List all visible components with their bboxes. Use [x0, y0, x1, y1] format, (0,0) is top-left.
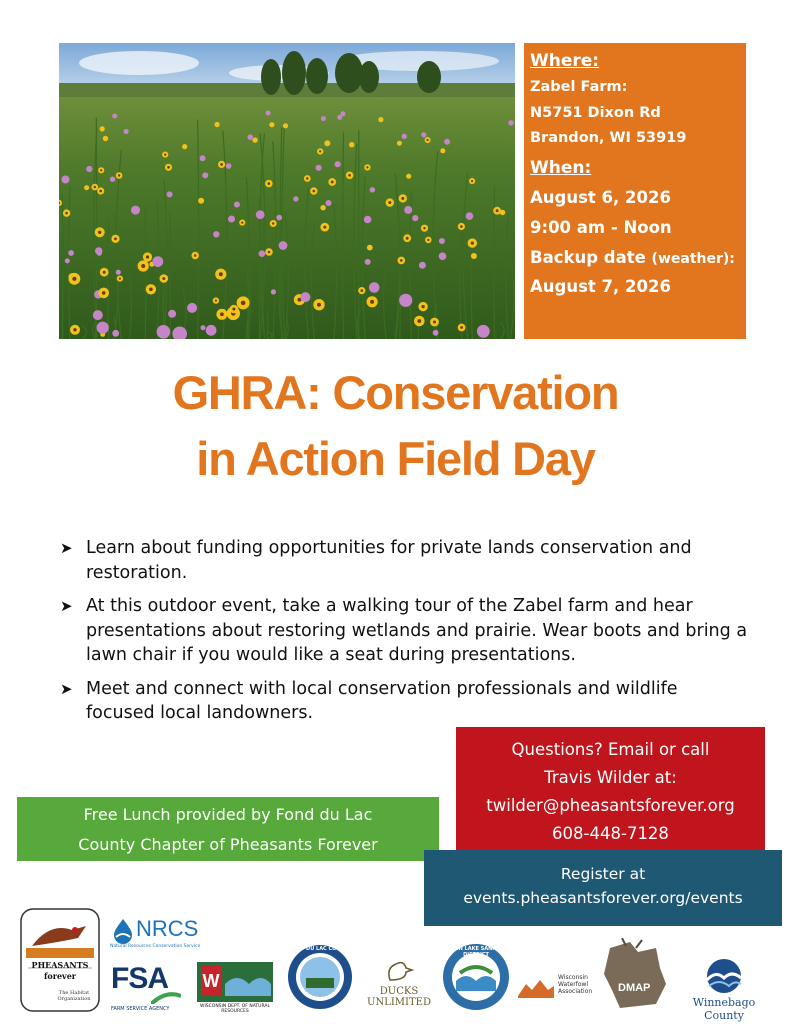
flower-center [99, 190, 102, 193]
coneflower [234, 202, 240, 208]
coneflower [369, 282, 380, 293]
flower-center [306, 177, 308, 179]
flower-center [401, 197, 404, 200]
nrcs-logo: NRCS Natural Resources Conservation Service [110, 916, 201, 949]
coneflower [157, 325, 171, 339]
coneflower [97, 250, 103, 256]
coneflower [444, 139, 450, 145]
contact-email-link[interactable]: twilder@pheasantsforever.org [486, 796, 735, 815]
coneflower [65, 258, 70, 263]
coneflower [97, 322, 109, 334]
coneflower [404, 206, 412, 214]
coneflower [316, 165, 322, 171]
flower-center [241, 301, 246, 306]
arrow-bullet-icon: ➤ [60, 597, 73, 615]
coneflower [321, 116, 326, 121]
coneflower [93, 310, 103, 320]
coneflower [402, 134, 407, 139]
coneflower [433, 330, 439, 336]
event-date: August 6, 2026 [530, 187, 671, 207]
flower-center [65, 212, 68, 215]
list-item: ➤ Learn about funding opportunities for private lands conservation and restoration. [60, 536, 760, 585]
flower-center [427, 139, 429, 141]
when-heading: When: [530, 157, 592, 178]
flower-center [215, 300, 217, 302]
flower-center [313, 190, 316, 193]
flower-center [406, 237, 409, 240]
yellow-flower [440, 148, 445, 153]
event-details-panel [524, 43, 746, 339]
flower-center [220, 163, 223, 166]
yellow-flower [320, 205, 325, 210]
coneflower [300, 292, 310, 302]
yellow-flower [397, 141, 402, 146]
title-line-2: in Action Field Day [196, 432, 595, 485]
coneflower [152, 256, 163, 267]
flower-center [114, 237, 117, 240]
dmap-logo: DMAP [600, 938, 670, 1012]
pheasants-forever-logo: PHEASANTS forever The Habitat Organization [20, 908, 100, 1012]
yellow-flower [182, 144, 187, 149]
flower-center [331, 181, 334, 184]
yellow-flower [198, 198, 204, 204]
flower-center [141, 264, 145, 268]
coneflower [68, 250, 74, 256]
coneflower [466, 212, 474, 220]
flower-center [423, 227, 425, 229]
coneflower [86, 166, 92, 172]
coneflower [266, 111, 271, 116]
coneflower [412, 215, 418, 221]
yellow-flower [100, 126, 105, 131]
flower-center [370, 300, 374, 304]
flower-center [366, 166, 368, 168]
coneflower [62, 176, 70, 184]
flower-center [164, 154, 166, 156]
venue-city: Brandon, WI 53919 [530, 130, 687, 147]
list-item: ➤ At this outdoor event, take a walking tour of the Zabel farm and hear presentations about restoring wetlands and prairie. Wear boots and bring a lawn chair if you would like a seat during presentations. [60, 594, 760, 668]
coneflower [202, 172, 208, 178]
flower-center [471, 242, 474, 245]
flower-center [317, 303, 321, 307]
coneflower [131, 206, 140, 215]
flower-center [219, 272, 223, 276]
yellow-flower [103, 136, 108, 141]
coneflower [213, 231, 219, 237]
flower-center [167, 166, 170, 169]
flower-center [94, 186, 96, 188]
coneflower [293, 196, 298, 201]
backup-date-label: Backup date (weather): [530, 247, 735, 267]
wisconsin-waterfowl-association-logo: Wisconsin Waterfowl Association [516, 968, 604, 1008]
page-title [0, 360, 791, 492]
yellow-flower [252, 137, 257, 142]
coneflower [187, 303, 197, 313]
flower-center [73, 328, 76, 331]
ducks-unlimited-logo: DUCKS UNLIMITED [366, 960, 432, 1012]
flower-center [496, 209, 499, 212]
yellow-flower [406, 174, 411, 179]
coneflower [116, 270, 121, 275]
coneflower [256, 210, 265, 219]
flower-center [220, 312, 224, 316]
contact-box: Questions? Email or call Travis Wilder at: twilder@pheasantsforever.org 608-448-7128 [456, 727, 765, 850]
flower-center [460, 225, 463, 228]
yellow-flower [349, 142, 354, 147]
flower-center [422, 305, 425, 308]
flower-center [348, 174, 351, 177]
flower-center [361, 289, 364, 292]
yellow-flower [269, 122, 274, 127]
fsa-logo: FSA FARM SERVICE AGENCY [111, 962, 183, 1014]
contact-phone[interactable]: 608-448-7128 [552, 824, 669, 843]
yellow-flower [471, 253, 477, 259]
coneflower [439, 252, 447, 260]
event-time: 9:00 am - Noon [530, 217, 672, 237]
coneflower [326, 200, 332, 206]
coneflower [206, 325, 217, 336]
coneflower [200, 155, 206, 161]
coneflower [248, 134, 254, 140]
coneflower [364, 216, 372, 224]
flower-center [100, 169, 102, 171]
flower-center [427, 239, 429, 241]
flower-center [323, 226, 326, 229]
event-highlights-list [60, 536, 760, 735]
list-item: ➤ Meet and connect with local conservation professionals and wildlife focused local landowners. [60, 677, 740, 726]
flower-center [460, 326, 463, 329]
flower-center [268, 182, 271, 185]
arrow-bullet-icon: ➤ [60, 679, 73, 698]
flower-center [98, 231, 101, 234]
coneflower [168, 310, 176, 318]
flower-center [103, 271, 106, 274]
coneflower [226, 163, 232, 169]
svg-text:W: W [202, 971, 220, 991]
flower-center [119, 278, 121, 280]
coneflower [508, 120, 513, 125]
wi-dnr-logo: W WISCONSIN DEPT. OF NATURAL RESOURCES [197, 962, 273, 1014]
flower-center [272, 222, 274, 224]
free-lunch-banner: Free Lunch provided by Fond du Lac County Chapter of Pheasants Forever [17, 797, 439, 861]
coneflower [340, 111, 345, 116]
flower-center [162, 277, 165, 280]
yellow-flower [378, 117, 383, 122]
coneflower [167, 191, 173, 197]
coneflower [259, 250, 266, 257]
coneflower [279, 241, 288, 250]
flower-center [118, 174, 120, 176]
flower-center [400, 259, 403, 262]
coneflower [439, 238, 445, 244]
coneflower [335, 161, 341, 167]
flower-center [232, 308, 235, 311]
flower-center [268, 251, 271, 254]
coneflower [112, 330, 119, 337]
coneflower [201, 325, 206, 330]
flower-center [417, 319, 421, 323]
flower-center [241, 222, 243, 224]
prairie-photo [59, 43, 515, 339]
flower-center [388, 201, 391, 204]
venue-name: Zabel Farm: [530, 79, 628, 96]
register-box: Register at events.pheasantsforever.org/events [424, 850, 782, 926]
coneflower [112, 114, 117, 119]
where-heading: Where: [530, 51, 600, 71]
flower-center [102, 291, 106, 295]
coneflower [228, 216, 235, 223]
yellow-flower [84, 185, 89, 190]
coneflower [110, 177, 115, 182]
title-line-1: GHRA: Conservation [172, 366, 619, 419]
coneflower [271, 289, 276, 294]
green-lake-sanitary-district-logo: GREEN LAKE SANITARY DISTRICT [442, 943, 510, 1011]
venue-street: N5751 Dixon Rd [530, 104, 661, 121]
yellow-flower [367, 245, 373, 251]
coneflower [399, 294, 412, 307]
fond-du-lac-county-seal: FOND DU LAC COUNTY [287, 944, 353, 1010]
coneflower [370, 187, 375, 192]
flower-center [72, 277, 76, 281]
yellow-flower [215, 122, 220, 127]
coneflower [276, 215, 282, 221]
yellow-flower [324, 140, 330, 146]
coneflower [419, 262, 426, 269]
winnebago-county-logo: Winnebago County [672, 958, 776, 1012]
yellow-flower [283, 123, 288, 128]
coneflower [421, 132, 426, 137]
flower-center [319, 150, 321, 152]
coneflower [124, 129, 129, 134]
register-link[interactable]: events.pheasantsforever.org/events [463, 889, 743, 907]
flower-center [146, 255, 149, 258]
backup-date: August 7, 2026 [530, 277, 671, 297]
arrow-bullet-icon: ➤ [60, 539, 73, 557]
coneflower [365, 259, 371, 265]
flower-center [471, 180, 473, 182]
coneflower [477, 325, 490, 338]
flower-center [433, 321, 436, 324]
flower-center [194, 254, 197, 257]
flower-center [149, 288, 153, 292]
